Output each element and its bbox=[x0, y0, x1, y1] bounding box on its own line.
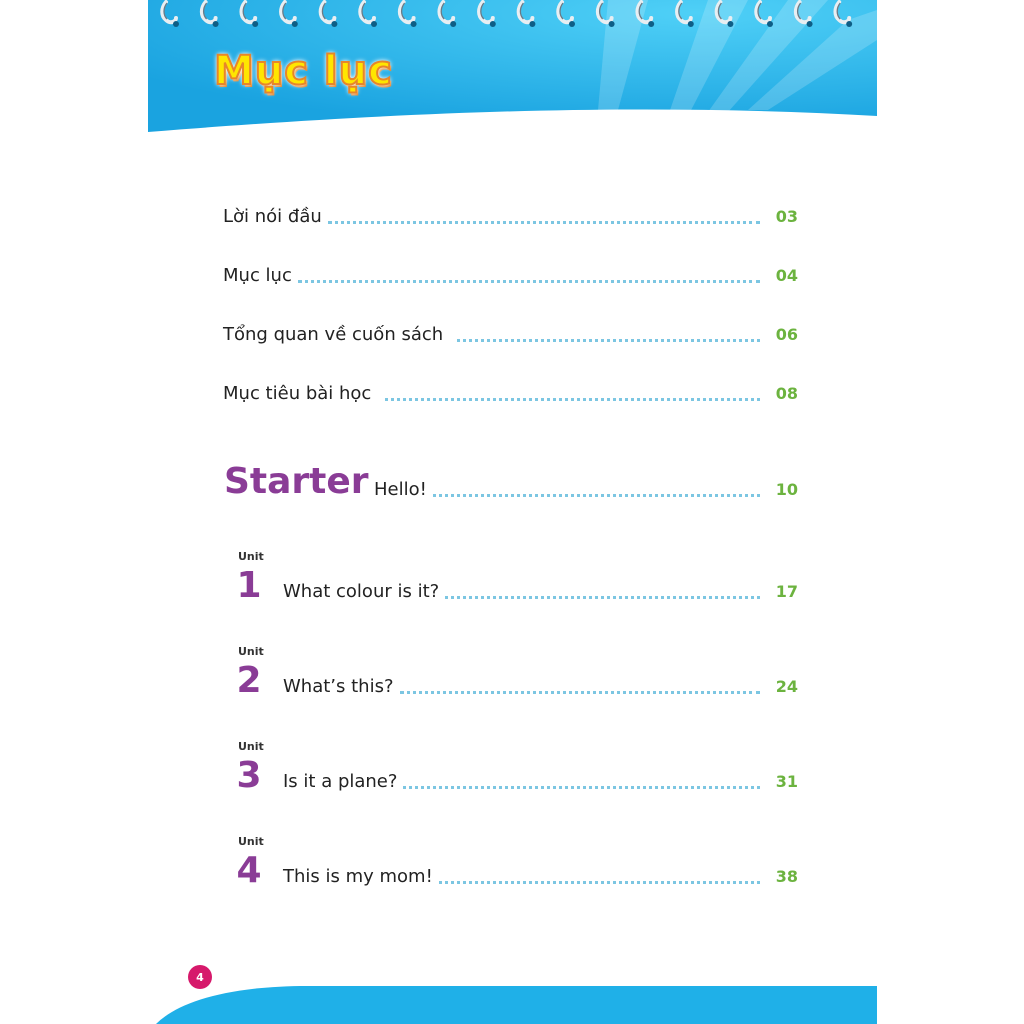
binding-hole-icon bbox=[727, 21, 733, 27]
binding-hole-icon bbox=[609, 21, 615, 27]
toc-page-number: 06 bbox=[775, 325, 798, 344]
toc-page-number: 08 bbox=[775, 384, 798, 403]
binding-hole-icon bbox=[846, 21, 852, 27]
toc-row-preface[interactable] bbox=[223, 198, 798, 228]
toc-label: Is it a plane? bbox=[283, 771, 398, 792]
dot-leader bbox=[298, 280, 760, 283]
toc-label: What’s this? bbox=[283, 676, 394, 697]
toc-row-contents[interactable] bbox=[223, 257, 798, 287]
binding-hole-icon bbox=[807, 21, 813, 27]
toc-row-unit-2[interactable] bbox=[283, 668, 798, 698]
toc-label: What colour is it? bbox=[283, 581, 440, 602]
unit-tag: Unit bbox=[238, 740, 264, 753]
binding-hole-icon bbox=[331, 21, 337, 27]
toc-page-number: 38 bbox=[775, 867, 798, 886]
page-title: Mục lục bbox=[214, 48, 393, 94]
toc-label: Tổng quan về cuốn sách bbox=[223, 324, 444, 345]
dot-leader bbox=[400, 691, 760, 694]
footer-wave bbox=[148, 974, 877, 1024]
toc-page-number: 17 bbox=[775, 582, 798, 601]
page-number-badge: 4 bbox=[188, 965, 212, 989]
dot-leader bbox=[457, 339, 760, 342]
toc-label: Mục lục bbox=[223, 265, 292, 286]
binding-hole-icon bbox=[688, 21, 694, 27]
dot-leader bbox=[328, 221, 760, 224]
toc-label: Hello! bbox=[374, 479, 427, 500]
toc-page-number: 31 bbox=[775, 772, 798, 791]
toc-label: Lời nói đầu bbox=[223, 206, 322, 227]
toc-row-objectives[interactable] bbox=[223, 375, 798, 405]
unit-tag: Unit bbox=[238, 645, 264, 658]
toc-page-number: 10 bbox=[775, 480, 798, 499]
starter-heading: Starter bbox=[224, 461, 369, 502]
dot-leader bbox=[439, 881, 760, 884]
binding-hole-icon bbox=[648, 21, 654, 27]
binding-hole-icon bbox=[252, 21, 258, 27]
dot-leader bbox=[445, 596, 760, 599]
toc-row-overview[interactable] bbox=[223, 316, 798, 346]
dot-leader bbox=[403, 786, 760, 789]
toc-page-number: 03 bbox=[775, 207, 798, 226]
toc-label: This is my mom! bbox=[283, 866, 433, 887]
binding-hole-icon bbox=[371, 21, 377, 27]
toc-row-unit-1[interactable] bbox=[283, 573, 798, 603]
unit-number: 3 bbox=[236, 755, 262, 796]
binding-hole-icon bbox=[529, 21, 535, 27]
dot-leader bbox=[433, 494, 760, 497]
toc-row-unit-4[interactable] bbox=[283, 858, 798, 888]
unit-tag: Unit bbox=[238, 550, 264, 563]
binding-hole-icon bbox=[767, 21, 773, 27]
toc-page-number: 24 bbox=[775, 677, 798, 696]
toc-label: Mục tiêu bài học bbox=[223, 383, 372, 404]
unit-number: 4 bbox=[236, 850, 262, 891]
binding-hole-icon bbox=[569, 21, 575, 27]
binding-hole-icon bbox=[213, 21, 219, 27]
unit-number: 1 bbox=[236, 565, 262, 606]
binding-hole-icon bbox=[292, 21, 298, 27]
binding-hole-icon bbox=[490, 21, 496, 27]
toc-page-number: 04 bbox=[775, 266, 798, 285]
dot-leader bbox=[385, 398, 760, 401]
book-page bbox=[148, 0, 877, 1024]
unit-number: 2 bbox=[236, 660, 262, 701]
binding-hole-icon bbox=[411, 21, 417, 27]
unit-tag: Unit bbox=[238, 835, 264, 848]
binding-hole-icon bbox=[450, 21, 456, 27]
binding-hole-icon bbox=[173, 21, 179, 27]
toc-row-unit-3[interactable] bbox=[283, 763, 798, 793]
spiral-binding-icon bbox=[148, 0, 877, 34]
toc-row-starter[interactable] bbox=[374, 471, 798, 501]
